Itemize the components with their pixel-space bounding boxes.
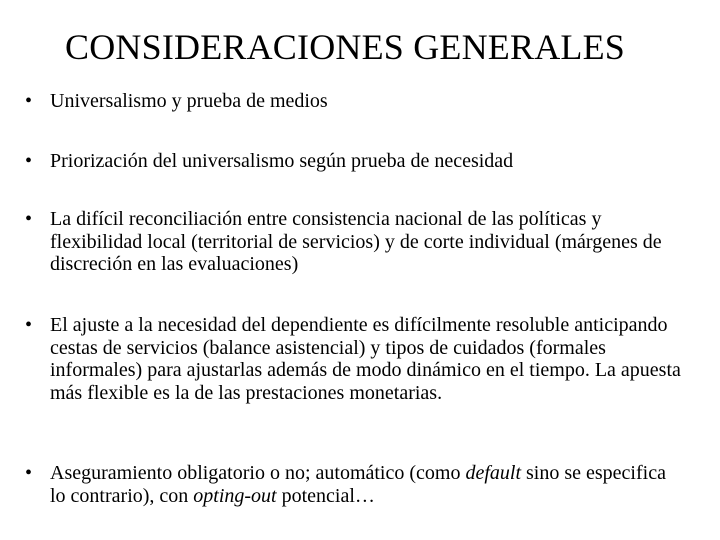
bullet-text-segment: Aseguramiento obligatorio o no; automático (como xyxy=(50,462,466,484)
italic-term-opting-out: opting-out xyxy=(193,484,277,507)
bullet-text-segment: potencial… xyxy=(276,484,375,507)
bullet-icon: • xyxy=(25,90,33,112)
bullet-text-segment: sino se especifica lo contrario), con xyxy=(50,462,666,507)
bullet-text: Universalismo y prueba de medios xyxy=(50,90,328,112)
bullet-item xyxy=(25,314,685,404)
bullet-text: Priorización del universalismo según prueba de necesidad xyxy=(50,150,514,172)
bullet-item xyxy=(25,208,685,276)
bullet-item xyxy=(25,150,685,173)
bullet-text: El ajuste a la necesidad del dependiente es difícilmente resoluble anticipando cestas de servicios (balance asistencial) y tipos de cuidados (formales informales) para ajustarlas además de modo dinámico en el tiempo. La apuesta más flexible es la de las prestaciones monetarias. xyxy=(50,314,681,404)
bullet-text xyxy=(50,462,685,507)
bullet-item xyxy=(25,462,685,507)
bullet-icon: • xyxy=(25,462,33,484)
italic-term-default: default xyxy=(465,462,522,484)
slide-title: CONSIDERACIONES GENERALES xyxy=(64,27,625,67)
bullet-text: La difícil reconciliación entre consistencia nacional de las políticas y flexibilidad local (territorial de servicios) y de corte individual (márgenes de discreción en las evaluaciones) xyxy=(50,208,662,275)
bullet-icon: • xyxy=(25,314,33,336)
bullet-icon: • xyxy=(25,150,33,172)
bullet-item xyxy=(25,90,685,113)
bullet-icon: • xyxy=(25,208,33,230)
